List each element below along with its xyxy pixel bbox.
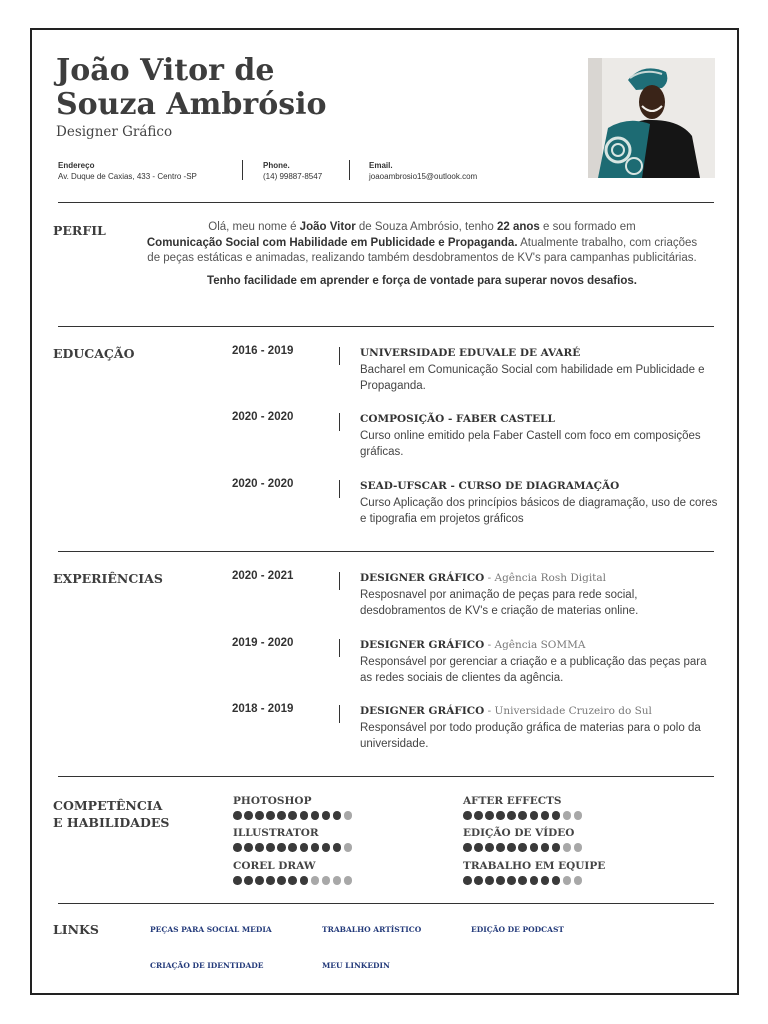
entry-years: 2019 - 2020 xyxy=(232,637,294,649)
skill-dot-empty xyxy=(574,811,583,820)
skill-photoshop xyxy=(233,795,433,820)
perfil-text xyxy=(142,220,702,289)
skill-dot-empty xyxy=(563,876,572,885)
entry-body xyxy=(360,411,720,461)
skill-dot-filled xyxy=(518,811,527,820)
skill-dot-filled xyxy=(266,876,275,885)
skill-teamwork xyxy=(463,860,663,885)
skill-dot-filled xyxy=(233,811,242,820)
skill-dot-filled xyxy=(507,876,516,885)
perfil-text-part: de Souza Ambrósio, tenho xyxy=(355,221,497,233)
skill-dot-filled xyxy=(474,876,483,885)
skill-illustrator xyxy=(233,827,433,852)
resume-page xyxy=(30,28,739,995)
skill-dot-empty xyxy=(344,876,353,885)
skill-dot-filled xyxy=(233,843,242,852)
perfil-closing: Tenho facilidade em aprender e força de vontade para superar novos desafios. xyxy=(207,274,637,287)
skill-dot-filled xyxy=(474,811,483,820)
contact-email xyxy=(369,160,477,182)
skill-rating xyxy=(463,876,663,885)
entry-description: Responsável por todo produção gráfica de materias para o polo da universidade. xyxy=(360,721,701,750)
section-divider xyxy=(58,551,714,552)
skill-dot-filled xyxy=(463,876,472,885)
skill-dot-filled xyxy=(311,843,320,852)
links-heading: LINKS xyxy=(53,922,99,937)
skill-dot-empty xyxy=(563,843,572,852)
perfil-heading: PERFIL xyxy=(53,223,106,238)
skill-dot-filled xyxy=(496,876,505,885)
entry-description: Bacharel em Comunicação Social com habilidade em Publicidade e Propaganda. xyxy=(360,363,705,392)
entry-description: Curso online emitido pela Faber Castell com foco em composições gráficas. xyxy=(360,429,701,458)
skill-dot-filled xyxy=(333,843,342,852)
skill-rating xyxy=(233,811,433,820)
skill-name: COREL DRAW xyxy=(233,860,316,872)
entry-title: DESIGNER GRÁFICO xyxy=(360,705,485,717)
skill-dot-filled xyxy=(311,811,320,820)
skill-dot-filled xyxy=(255,876,264,885)
skill-dot-filled xyxy=(277,876,286,885)
section-divider xyxy=(58,903,714,904)
entry-title: UNIVERSIDADE EDUVALE DE AVARÉ xyxy=(360,347,581,359)
entry-description: Resposnavel por animação de peças para rede social, desdobramentos de KV's e criação de materias online. xyxy=(360,588,639,617)
contact-address xyxy=(58,160,197,182)
section-divider xyxy=(58,202,714,203)
education-entry xyxy=(232,478,722,538)
competencias-heading-line: E HABILIDADES xyxy=(53,815,170,830)
contact-phone-value: (14) 99887-8547 xyxy=(263,172,323,181)
contact-divider xyxy=(349,160,350,180)
skill-dot-filled xyxy=(496,843,505,852)
experience-entry xyxy=(232,703,722,763)
entry-title: COMPOSIÇÃO - FABER CASTELL xyxy=(360,413,555,425)
contact-phone xyxy=(263,160,322,182)
skill-dot-filled xyxy=(288,811,297,820)
entry-years: 2016 - 2019 xyxy=(232,345,294,357)
skill-dot-filled xyxy=(541,811,550,820)
skill-dot-filled xyxy=(300,843,309,852)
contact-divider xyxy=(242,160,243,180)
skill-dot-filled xyxy=(288,876,297,885)
skill-dot-filled xyxy=(322,843,331,852)
entry-divider xyxy=(339,413,340,431)
skill-rating xyxy=(463,843,663,852)
skill-dot-filled xyxy=(530,843,539,852)
skill-dot-empty xyxy=(333,876,342,885)
skill-dot-empty xyxy=(574,876,583,885)
job-title: Designer Gráfico xyxy=(56,124,173,140)
entry-body xyxy=(360,478,720,528)
entry-years: 2020 - 2020 xyxy=(232,411,294,423)
entry-years: 2020 - 2020 xyxy=(232,478,294,490)
education-entry xyxy=(232,345,722,405)
skill-dot-empty xyxy=(311,876,320,885)
contact-email-value: joaoambrosio15@outlook.com xyxy=(369,172,478,181)
profile-photo-illustration xyxy=(588,58,715,178)
skill-dot-filled xyxy=(530,811,539,820)
entry-body xyxy=(360,703,720,753)
perfil-age: 22 anos xyxy=(497,221,540,233)
contact-email-label: Email. xyxy=(369,161,393,170)
skill-dot-filled xyxy=(322,811,331,820)
skill-dot-filled xyxy=(496,811,505,820)
skill-dot-filled xyxy=(485,876,494,885)
skill-dot-filled xyxy=(518,876,527,885)
perfil-text-part: Atualmente trabalho, com criações de peças estáticas e animadas, realizando também desdobramentos de KV's para campanhas publicitárias. xyxy=(147,236,698,264)
experience-entry xyxy=(232,637,722,697)
profile-photo xyxy=(588,58,715,178)
skill-video-editing xyxy=(463,827,663,852)
skill-dot-filled xyxy=(518,843,527,852)
entry-divider xyxy=(339,572,340,590)
link-social-media[interactable]: PEÇAS PARA SOCIAL MEDIA xyxy=(150,925,272,934)
entry-body xyxy=(360,345,720,395)
skill-dot-empty xyxy=(322,876,331,885)
name-line-2: Souza Ambrósio xyxy=(56,87,327,122)
skill-dot-filled xyxy=(244,843,253,852)
skill-dot-filled xyxy=(277,811,286,820)
entry-description: Responsável por gerenciar a criação e a publicação das peças para as redes sociais de clientes da agência. xyxy=(360,655,707,684)
entry-organization: - Agência Rosh Digital xyxy=(484,572,607,584)
educacao-heading: EDUCAÇÃO xyxy=(53,346,135,361)
contact-address-value: Av. Duque de Caxias, 433 - Centro -SP xyxy=(58,172,197,181)
skill-dot-filled xyxy=(300,811,309,820)
entry-divider xyxy=(339,639,340,657)
section-divider xyxy=(58,326,714,327)
link-artistic-work[interactable]: TRABALHO ARTÍSTICO xyxy=(322,925,422,934)
entry-organization: - Universidade Cruzeiro do Sul xyxy=(484,705,652,717)
competencias-heading xyxy=(53,797,169,831)
education-entry xyxy=(232,411,722,471)
skill-rating xyxy=(233,876,433,885)
entry-body xyxy=(360,570,720,620)
skill-name: AFTER EFFECTS xyxy=(463,795,562,807)
entry-years: 2018 - 2019 xyxy=(232,703,294,715)
contact-address-label: Endereço xyxy=(58,161,95,170)
skill-dot-filled xyxy=(507,843,516,852)
skill-name: PHOTOSHOP xyxy=(233,795,312,807)
skill-dot-filled xyxy=(288,843,297,852)
skill-dot-filled xyxy=(255,811,264,820)
skill-name: TRABALHO EM EQUIPE xyxy=(463,860,606,872)
skill-dot-filled xyxy=(474,843,483,852)
skill-rating xyxy=(463,811,663,820)
perfil-course: Comunicação Social com Habilidade em Publicidade e Propaganda. xyxy=(146,236,518,249)
skill-dot-filled xyxy=(244,876,253,885)
contact-phone-label: Phone. xyxy=(263,161,290,170)
experiencias-heading: EXPERIÊNCIAS xyxy=(53,571,163,586)
link-podcast-editing[interactable]: EDIÇÃO DE PODCAST xyxy=(471,925,564,934)
skill-name: EDIÇÃO DE VÍDEO xyxy=(463,827,575,839)
skill-dot-filled xyxy=(541,876,550,885)
skill-dot-filled xyxy=(485,843,494,852)
skill-dot-filled xyxy=(266,843,275,852)
entry-divider xyxy=(339,705,340,723)
entry-organization: - Agência SOMMA xyxy=(484,639,586,651)
skill-dot-filled xyxy=(552,811,561,820)
link-linkedin[interactable]: MEU LINKEDIN xyxy=(322,961,390,970)
skill-dot-filled xyxy=(530,876,539,885)
skill-name: ILLUSTRATOR xyxy=(233,827,319,839)
skill-dot-filled xyxy=(277,843,286,852)
skill-dot-filled xyxy=(255,843,264,852)
section-divider xyxy=(58,776,714,777)
competencias-heading-line: COMPETÊNCIA xyxy=(53,798,163,813)
entry-title: SEAD-UFSCAR - CURSO DE DIAGRAMAÇÃO xyxy=(360,480,620,492)
skill-dot-empty xyxy=(563,811,572,820)
perfil-text-part: Olá, meu nome é xyxy=(208,221,300,233)
link-identity-creation[interactable]: CRIAÇÃO DE IDENTIDADE xyxy=(150,961,264,970)
entry-divider xyxy=(339,480,340,498)
skill-dot-filled xyxy=(485,811,494,820)
skill-after-effects xyxy=(463,795,663,820)
skill-dot-filled xyxy=(552,876,561,885)
name-line-1: João Vitor de xyxy=(56,53,275,88)
skill-dot-filled xyxy=(233,876,242,885)
skill-corel-draw xyxy=(233,860,433,885)
perfil-text-part: e sou formado em xyxy=(539,221,636,233)
candidate-name xyxy=(56,54,327,122)
entry-divider xyxy=(339,347,340,365)
entry-description: Curso Aplicação dos princípios básicos de diagramação, uso de cores e tipografia em projetos gráficos xyxy=(360,496,718,525)
entry-title: DESIGNER GRÁFICO xyxy=(360,639,485,651)
entry-title: DESIGNER GRÁFICO xyxy=(360,572,485,584)
skill-dot-filled xyxy=(463,811,472,820)
skill-dot-empty xyxy=(574,843,583,852)
skill-dot-filled xyxy=(333,811,342,820)
skill-dot-filled xyxy=(244,811,253,820)
experience-entry xyxy=(232,570,722,630)
skill-dot-filled xyxy=(463,843,472,852)
skill-dot-filled xyxy=(300,876,309,885)
skill-dot-filled xyxy=(552,843,561,852)
skill-dot-empty xyxy=(344,811,353,820)
perfil-first-name: João Vitor xyxy=(299,221,356,233)
skill-dot-filled xyxy=(541,843,550,852)
skill-dot-empty xyxy=(344,843,353,852)
skill-dot-filled xyxy=(266,811,275,820)
entry-years: 2020 - 2021 xyxy=(232,570,294,582)
skill-dot-filled xyxy=(507,811,516,820)
skill-rating xyxy=(233,843,433,852)
entry-body xyxy=(360,637,720,687)
